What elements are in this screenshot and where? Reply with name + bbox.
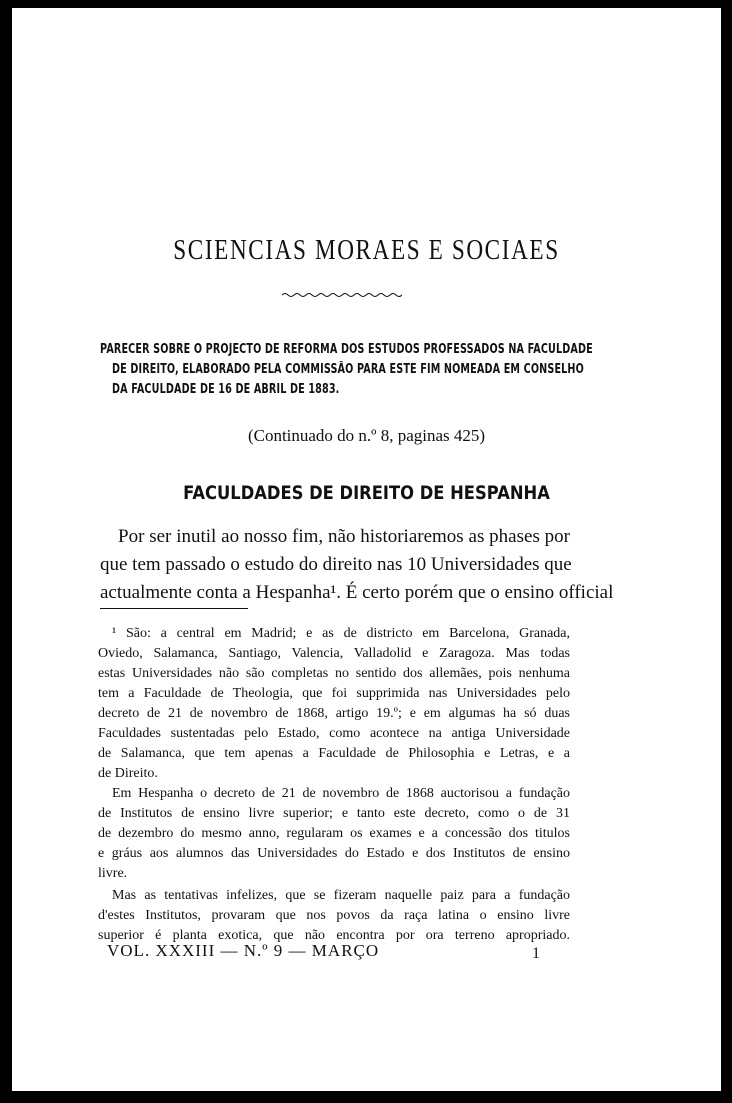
subheading-line: DE DIREITO, ELABORADO PELA COMMISSÃO PARA ESTE FIM NOMEADA EM CONSELHO (112, 362, 584, 377)
section-title: SCIENCIAS MORAES E SOCIAES (173, 234, 560, 266)
footnote-line: de Institutos de ensino livre superior; e tanto este decreto, como o de 31 (98, 806, 570, 821)
footnote-line: Mas as tentativas infelizes, que se fizeram naquelle paiz para a fundação (112, 888, 570, 903)
footnote-line: superior é planta exotica, que não encontra por ora terreno apropriado. (98, 928, 570, 943)
ornament-divider-icon (282, 291, 402, 299)
volume-footer: VOL. XXXIII — N.º 9 — MARÇO (107, 941, 380, 960)
footnote-line: Faculdades sustentadas pelo Estado, como acontece na antiga Universidade (98, 726, 570, 741)
footnote-line: d'estes Institutos, provaram que nos povos da raça latina o ensino livre (98, 908, 570, 923)
footnote-line: de Salamanca, que tem apenas a Faculdade de Philosophia e Letras, e a (98, 746, 570, 761)
body-line: Por ser inutil ao nosso fim, não historiaremos as phases por (118, 526, 570, 547)
footnote-line: tem a Faculdade de Theologia, que foi supprimida nas Universidades pelo (98, 686, 570, 701)
body-line: actualmente conta a Hespanha¹. É certo porém que o ensino official (100, 582, 614, 603)
footnote-line: de dezembro do mesmo anno, regularam os exames e a concessão dos titulos (98, 826, 570, 841)
footnote-line: e gráus aos alumnos das Universidades do Estado e dos Institutos de ensino (98, 846, 570, 861)
report-subheading (100, 340, 620, 400)
page-number: 1 (532, 945, 540, 962)
continued-note: (Continuado do n.º 8, paginas 425) (247, 426, 486, 445)
chapter-heading: FACULDADES DE DIREITO DE HESPANHA (183, 482, 550, 504)
footnote-line: Em Hespanha o decreto de 21 de novembro de 1868 auctorisou a fundação (112, 786, 570, 801)
footnote-rule (100, 608, 248, 609)
body-line: que tem passado o estudo do direito nas 10 Universidades que (100, 554, 572, 575)
footnote-line: estas Universidades não são completas no sentido dos allemães, pois nenhuma (98, 666, 570, 681)
footnote-line: Oviedo, Salamanca, Santiago, Valencia, Valladolid e Zaragoza. Mas todas (98, 646, 570, 661)
footnote-line: ¹ São: a central em Madrid; e as de districto em Barcelona, Granada, (112, 626, 570, 641)
footnote-line: de Direito. (98, 766, 158, 781)
footnote-line: decreto de 21 de novembro de 1868, artigo 19.º; e em algumas ha só duas (98, 706, 570, 721)
footnote-line: livre. (98, 866, 128, 881)
subheading-line: DA FACULDADE DE 16 DE ABRIL DE 1883. (112, 382, 340, 397)
document-page (12, 8, 721, 1091)
subheading-line: PARECER SOBRE O PROJECTO DE REFORMA DOS ESTUDOS PROFESSADOS NA FACULDADE (100, 342, 593, 357)
